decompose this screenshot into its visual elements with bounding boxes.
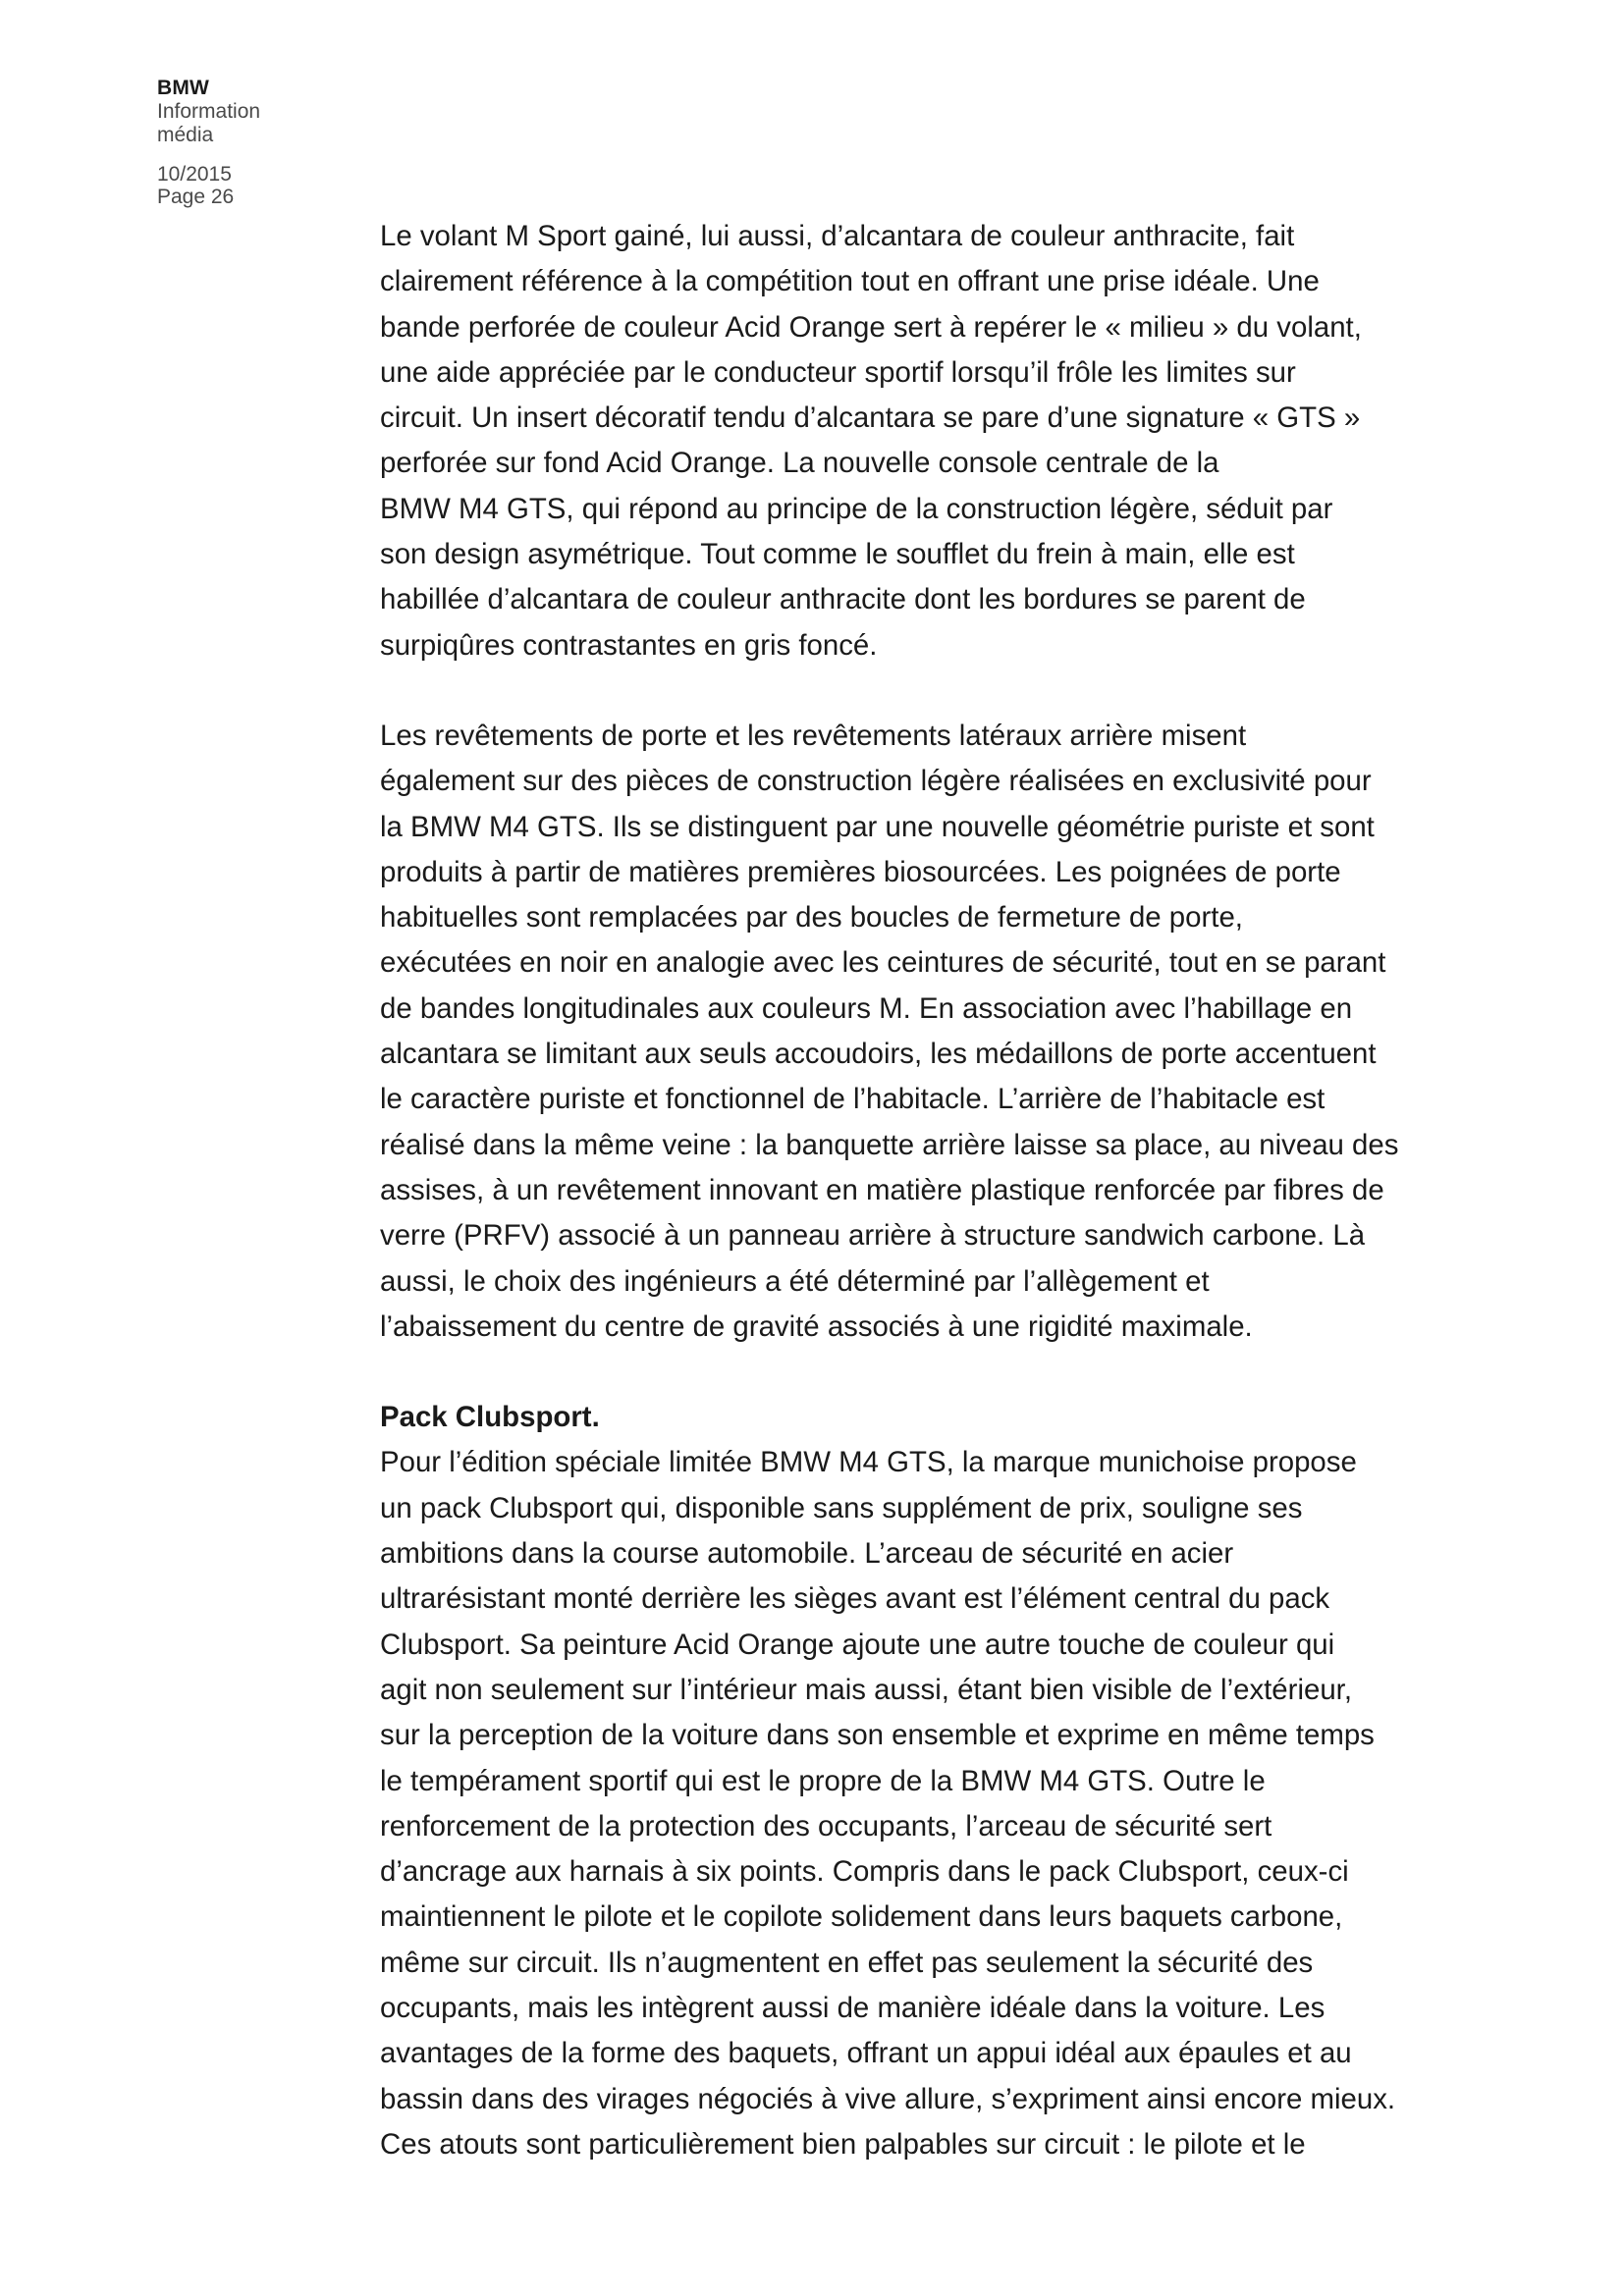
text-line: verre (PRFV) associé à un panneau arrière à structure sandwich carbone. Là bbox=[380, 1219, 1366, 1253]
text-line: ambitions dans la course automobile. L’arceau de sécurité en acier bbox=[380, 1537, 1234, 1571]
text-line: clairement référence à la compétition tout en offrant une prise idéale. Une bbox=[380, 265, 1320, 298]
text-line: même sur circuit. Ils n’augmentent en effet pas seulement la sécurité des bbox=[380, 1946, 1314, 1979]
text-line: Les revêtements de porte et les revêtements latéraux arrière misent bbox=[380, 719, 1247, 752]
text-line: d’ancrage aux harnais à six points. Compris dans le pack Clubsport, ceux-ci bbox=[380, 1855, 1349, 1889]
text-line: alcantara se limitant aux seuls accoudoirs, les médaillons de porte accentuent bbox=[380, 1038, 1377, 1071]
paragraph bbox=[380, 714, 1421, 1350]
text-line: de bandes longitudinales aux couleurs M. En association avec l’habillage en bbox=[380, 991, 1353, 1025]
text-line: bande perforée de couleur Acid Orange sert à repérer le « milieu » du volant, bbox=[380, 310, 1362, 344]
text-line: produits à partir de matières premières biosourcées. Les poignées de porte bbox=[380, 855, 1341, 888]
text-line: également sur des pièces de construction légère réalisées en exclusivité pour bbox=[380, 765, 1372, 798]
text-line: réalisé dans la même veine : la banquette arrière laisse sa place, au niveau des bbox=[380, 1128, 1399, 1161]
text-line: l’abaissement du centre de gravité associés à une rigidité maximale. bbox=[380, 1309, 1253, 1343]
text-line: BMW M4 GTS, qui répond au principe de la construction légère, séduit par bbox=[380, 492, 1333, 525]
text-line: le caractère puriste et fonctionnel de l’habitacle. L’arrière de l’habitacle est bbox=[380, 1083, 1325, 1116]
document-header bbox=[157, 77, 353, 209]
document-date: 10/2015 bbox=[157, 163, 232, 186]
text-line: Le volant M Sport gainé, lui aussi, d’alcantara de couleur anthracite, fait bbox=[380, 220, 1295, 252]
text-line: assises, à un revêtement innovant en matière plastique renforcée par fibres de bbox=[380, 1173, 1384, 1206]
paragraph bbox=[380, 214, 1421, 668]
paragraph bbox=[380, 1440, 1421, 2167]
text-line: circuit. Un insert décoratif tendu d’alcantara se pare d’une signature « GTS » bbox=[380, 401, 1361, 435]
text-line: Clubsport. Sa peinture Acid Orange ajoute une autre touche de couleur qui bbox=[380, 1628, 1335, 1661]
text-line: surpiqûres contrastantes en gris foncé. bbox=[380, 628, 878, 662]
text-line: maintiennent le pilote et le copilote solidement dans leurs baquets carbone, bbox=[380, 1900, 1343, 1934]
text-line: Ces atouts sont particulièrement bien palpables sur circuit : le pilote et le bbox=[380, 2127, 1306, 2161]
header-media-line: média bbox=[157, 124, 214, 146]
header-info-line: Information bbox=[157, 100, 261, 123]
page-number: Page 26 bbox=[157, 186, 235, 208]
text-line: le tempérament sportif qui est le propre de la BMW M4 GTS. Outre le bbox=[380, 1764, 1266, 1797]
text-line: exécutées en noir en analogie avec les ceintures de sécurité, tout en se parant bbox=[380, 946, 1386, 980]
document-body bbox=[380, 214, 1421, 2167]
text-line: occupants, mais les intègrent aussi de manière idéale dans la voiture. Les bbox=[380, 1991, 1325, 2024]
text-line: perforée sur fond Acid Orange. La nouvelle console centrale de la bbox=[380, 447, 1219, 480]
text-line: habillée d’alcantara de couleur anthracite dont les bordures se parent de bbox=[380, 583, 1306, 616]
brand-name: BMW bbox=[157, 77, 210, 99]
section-heading: Pack Clubsport. bbox=[380, 1401, 600, 1434]
text-line: ultrarésistant monté derrière les sièges avant est l’élément central du pack bbox=[380, 1582, 1330, 1616]
text-line: habituelles sont remplacées par des boucles de fermeture de porte, bbox=[380, 901, 1243, 934]
text-line: bassin dans des virages négociés à vive allure, s’expriment ainsi encore mieux. bbox=[380, 2082, 1396, 2115]
text-line: Pour l’édition spéciale limitée BMW M4 GTS, la marque munichoise propose bbox=[380, 1446, 1357, 1479]
text-line: aussi, le choix des ingénieurs a été déterminé par l’allègement et bbox=[380, 1264, 1210, 1298]
text-line: agit non seulement sur l’intérieur mais aussi, étant bien visible de l’extérieur, bbox=[380, 1673, 1352, 1706]
text-line: une aide appréciée par le conducteur sportif lorsqu’il frôle les limites sur bbox=[380, 355, 1296, 389]
text-line: sur la perception de la voiture dans son ensemble et exprime en même temps bbox=[380, 1719, 1375, 1752]
text-line: avantages de la forme des baquets, offrant un appui idéal aux épaules et au bbox=[380, 2037, 1352, 2070]
text-line: renforcement de la protection des occupants, l’arceau de sécurité sert bbox=[380, 1809, 1272, 1842]
text-line: un pack Clubsport qui, disponible sans supplément de prix, souligne ses bbox=[380, 1491, 1303, 1524]
text-line: son design asymétrique. Tout comme le soufflet du frein à main, elle est bbox=[380, 538, 1295, 571]
text-line: la BMW M4 GTS. Ils se distinguent par une nouvelle géométrie puriste et sont bbox=[380, 810, 1375, 843]
